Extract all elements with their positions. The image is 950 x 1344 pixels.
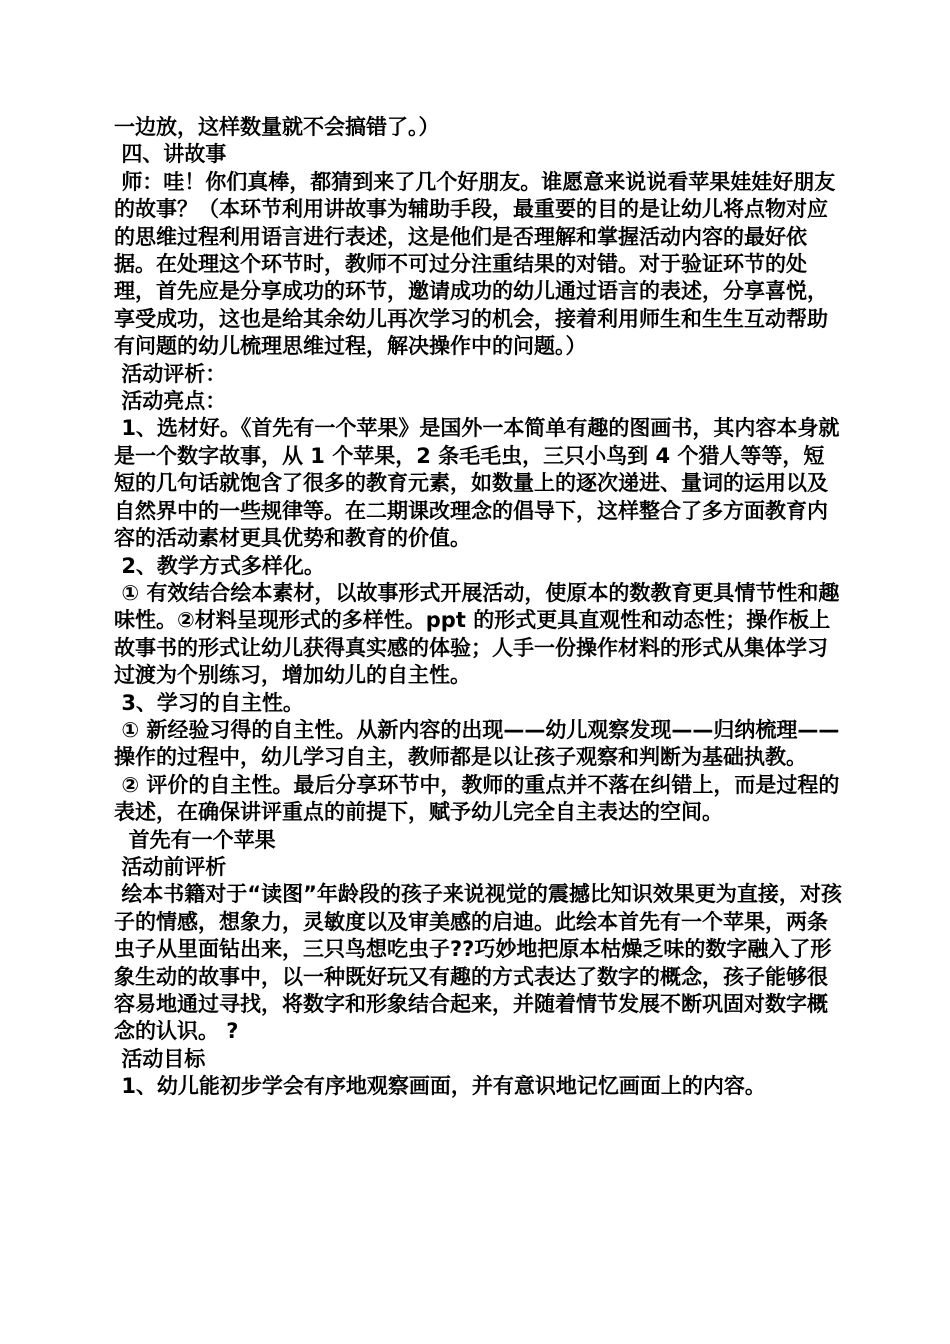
paragraph-teaching-methods: ① 有效结合绘本素材，以故事形式开展活动，使原本的数教育更具情节性和趣味性。②材料呈现形式的多样性。ppt 的形式更具直观性和动态性；操作板上故事书的形式让幼儿获得真实感的体验；人手一份操作材料的形式从集体学习过渡为个别练习，增加幼儿的自主性。 [114, 580, 840, 688]
document-page [114, 114, 844, 1101]
heading-activity-review: 活动评析： [114, 361, 227, 386]
heading-book-title: 首先有一个苹果 [114, 827, 276, 852]
heading-activity-goals: 活动目标 [114, 1046, 206, 1071]
heading-pre-activity-review: 活动前评析 [114, 854, 227, 879]
heading-activity-highlights: 活动亮点： [114, 389, 227, 414]
paragraph-highlight-material: 1、选材好。《首先有一个苹果》是国外一本简单有趣的图画书，其内容本身就是一个数字故事，从 1 个苹果，2 条毛毛虫，三只小鸟到 4 个猎人等等，短短的几句话就饱含了很多的教育元素，如数量上的逐次递进、量词的运用以及自然界中的一些规律等。在二期课改理念的倡导下，这样整合了多方面教育内容的活动素材更具优势和教育的价值。 [114, 416, 840, 551]
section-heading-storytelling: 四、讲故事 [114, 142, 227, 167]
heading-teaching-methods: 2、教学方式多样化。 [114, 553, 325, 578]
paragraph-continuation: 一边放，这样数量就不会搞错了。） [114, 115, 440, 139]
paragraph-goal-one: 1、幼儿能初步学会有序地观察画面，并有意识地记忆画面上的内容。 [114, 1074, 766, 1099]
paragraph-picture-book: 绘本书籍对于“读图”年龄段的孩子来说视觉的震撼比知识效果更为直接，对孩子的情感，想象力，灵敏度以及审美感的启迪。此绘本首先有一个苹果，两条虫子从里面钻出来，三只鸟想吃虫子??巧妙地把原本枯燥乏味的数字融入了形象生动的故事中，以一种既好玩又有趣的方式表达了数字的概念，孩子能够很容易地通过寻找，将数字和形象结合起来，并随着情节发展不断巩固对数字概念的认识。 ? [114, 882, 842, 1044]
paragraph-evaluation-autonomy: ② 评价的自主性。最后分享环节中，教师的重点并不落在纠错上，而是过程的表述，在确保讲评重点的前提下，赋予幼儿完全自主表达的空间。 [114, 772, 840, 825]
heading-learning-autonomy: 3、学习的自主性。 [114, 690, 304, 715]
paragraph-teacher-story: 师：哇！你们真棒，都猜到来了几个好朋友。谁愿意来说说看苹果娃娃好朋友的故事？（本环节利用讲故事为辅助手段，最重要的目的是让幼儿将点物对应的思维过程利用语言进行表述，这是他们是否理解和掌握活动内容的最好依据。在处理这个环节时，教师不可过分注重结果的对错。对于验证环节的处理，首先应是分享成功的环节，邀请成功的幼儿通过语言的表述，分享喜悦，享受成功，这也是给其余幼儿再次学习的机会，接着利用师生和生生互动帮助有问题的幼儿梳理思维过程，解决操作中的问题。） [114, 169, 836, 359]
paragraph-experience-autonomy: ① 新经验习得的自主性。从新内容的出现——幼儿观察发现——归纳梳理——操作的过程中，幼儿学习自主，教师都是以让孩子观察和判断为基础执教。 [114, 717, 840, 770]
